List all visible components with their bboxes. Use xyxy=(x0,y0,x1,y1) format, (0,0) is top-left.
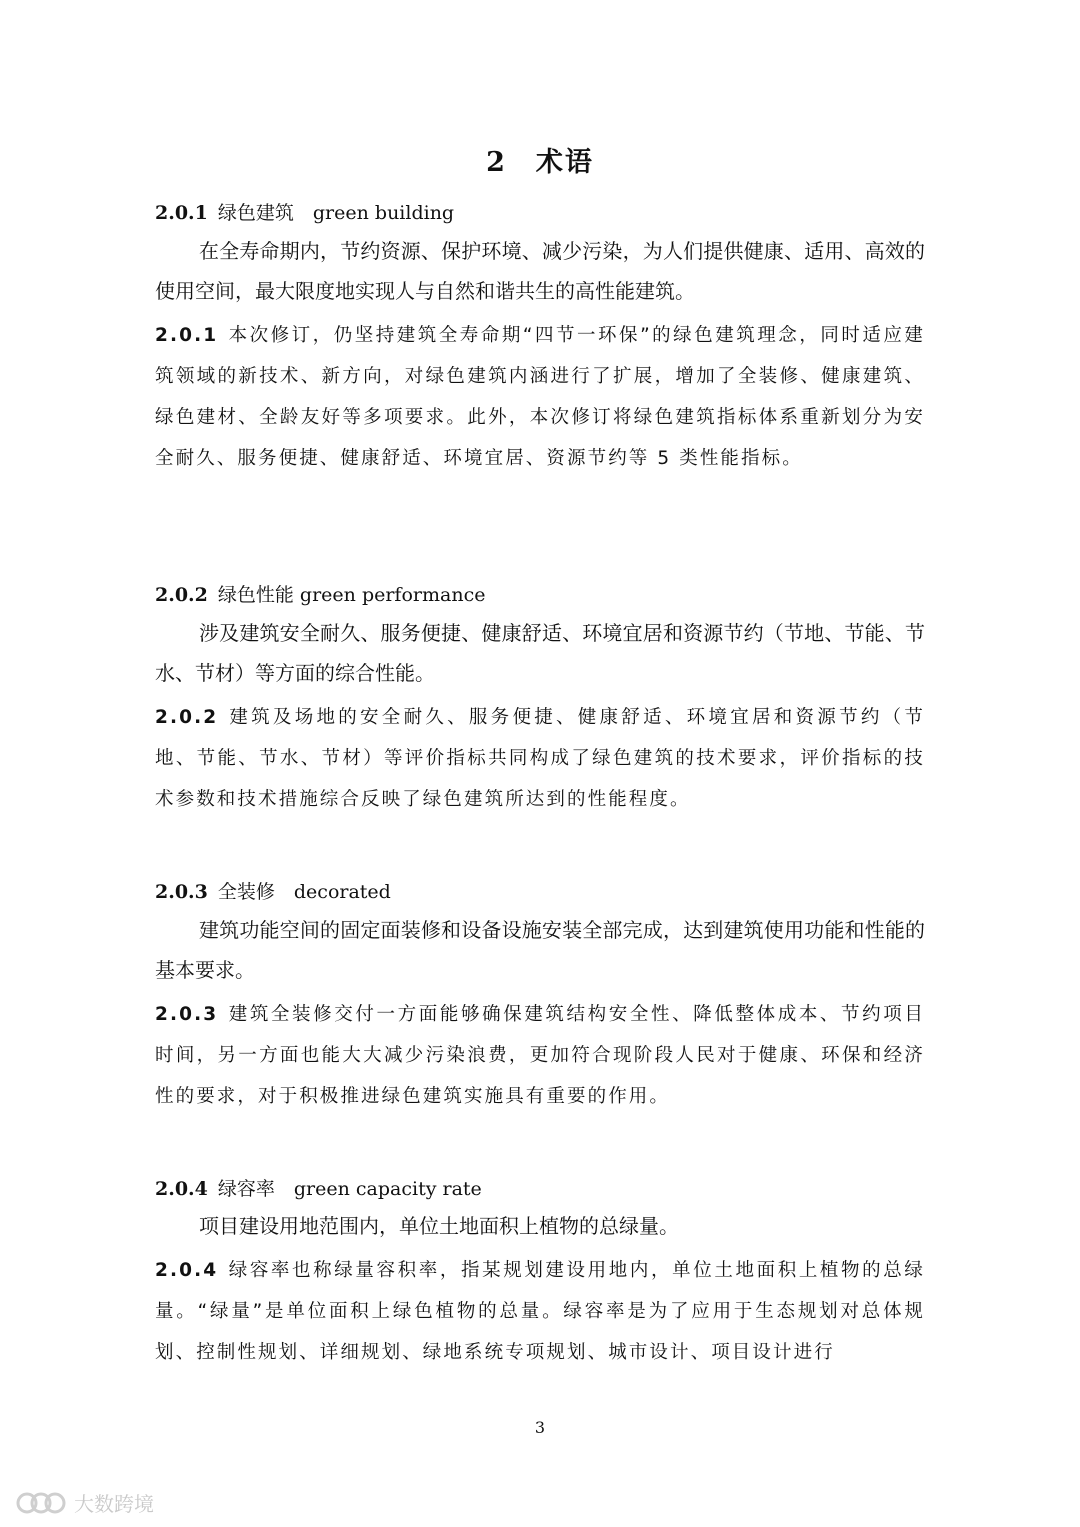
explanation-text: 本次修订，仍坚持建筑全寿命期“四节一环保”的绿色建筑理念，同时适应建筑领域的新技术、新方向，对绿色建筑内涵进行了扩展，增加了全装修、健康建筑、绿色建材、全龄友好等多项要求。此外，本次修订将绿色建筑指标体系重新划分为安全耐久、服务便捷、健康舒适、环境宜居、资源节约等 5 类性能指标。 xyxy=(155,325,925,469)
term-heading xyxy=(155,580,485,607)
term-heading xyxy=(155,877,391,904)
term-explanation xyxy=(155,697,925,820)
term-heading xyxy=(155,198,454,225)
term-definition: 建筑功能空间的固定面装修和设备设施安装全部完成，达到建筑使用功能和性能的基本要求。 xyxy=(155,918,925,982)
term-name: 绿容率 green capacity rate xyxy=(217,1178,482,1200)
explanation-number: 2.0.4 xyxy=(155,1260,219,1281)
term-number: 2.0.2 xyxy=(155,584,208,606)
explanation-number: 2.0.1 xyxy=(155,325,219,346)
page-title: 2 术语 xyxy=(486,147,594,178)
term-name: 全装修 decorated xyxy=(217,881,391,903)
term-name: 绿色性能 green performance xyxy=(217,584,486,606)
term-definition: 涉及建筑安全耐久、服务便捷、健康舒适、环境宜居和资源节约（节地、节能、节水、节材）等方面的综合性能。 xyxy=(155,621,925,685)
term-number: 2.0.1 xyxy=(155,202,208,224)
explanation-text: 建筑及场地的安全耐久、服务便捷、健康舒适、环境宜居和资源节约（节地、节能、节水、节材）等评价指标共同构成了绿色建筑的技术要求，评价指标的技术参数和技术措施综合反映了绿色建筑所达到的性能程度。 xyxy=(155,707,925,810)
watermark-logo-icon xyxy=(14,1490,68,1516)
term-explanation xyxy=(155,994,925,1117)
explanation-number: 2.0.3 xyxy=(155,1004,219,1025)
page-number: 3 xyxy=(534,1418,546,1437)
term-definition: 项目建设用地范围内，单位土地面积上植物的总绿量。 xyxy=(199,1214,679,1238)
term-definition: 在全寿命期内，节约资源、保护环境、减少污染，为人们提供健康、适用、高效的使用空间，最大限度地实现人与自然和谐共生的高性能建筑。 xyxy=(155,239,925,303)
watermark xyxy=(14,1488,154,1517)
term-number: 2.0.4 xyxy=(155,1178,208,1200)
term-number: 2.0.3 xyxy=(155,881,208,903)
watermark-text: 大数跨境 xyxy=(74,1492,154,1516)
term-heading xyxy=(155,1174,482,1201)
explanation-text: 绿容率也称绿量容积率，指某规划建设用地内，单位土地面积上植物的总绿量。“绿量”是单位面积上绿色植物的总量。绿容率是为了应用于生态规划对总体规划、控制性规划、详细规划、绿地系统专项规划、城市设计、项目设计进行 xyxy=(155,1260,925,1363)
explanation-number: 2.0.2 xyxy=(155,707,219,728)
term-explanation xyxy=(155,1250,925,1373)
term-name: 绿色建筑 green building xyxy=(217,202,455,224)
explanation-text: 建筑全装修交付一方面能够确保建筑结构安全性、降低整体成本、节约项目时间，另一方面也能大大减少污染浪费，更加符合现阶段人民对于健康、环保和经济性的要求，对于积极推进绿色建筑实施具有重要的作用。 xyxy=(155,1004,925,1107)
term-explanation xyxy=(155,315,925,479)
